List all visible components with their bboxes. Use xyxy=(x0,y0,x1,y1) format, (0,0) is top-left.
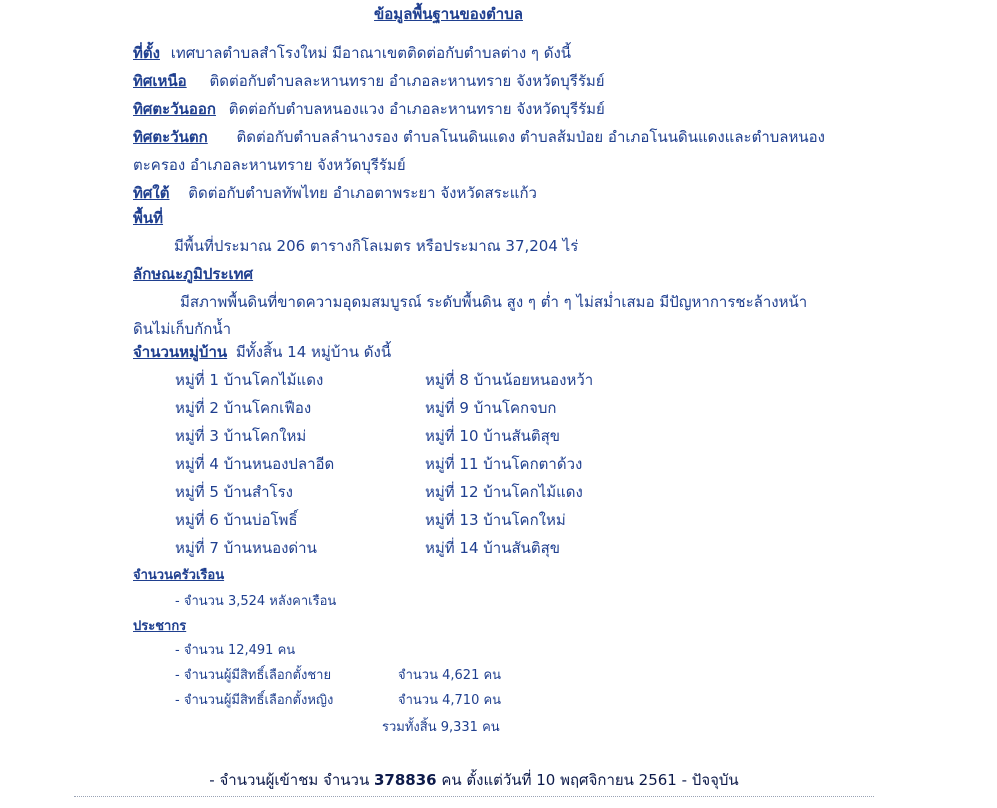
visitor-counter xyxy=(74,770,874,790)
male-voters-value: จำนวน 4,621 คน xyxy=(398,668,502,683)
village-item: หมู่ที่ 7 บ้านหนองด่าน xyxy=(175,539,317,557)
south-line xyxy=(133,183,537,203)
west-label: ทิศตะวันตก xyxy=(133,128,208,146)
visitor-counter-suffix: คน ตั้งแต่วันที่ 10 พฤศจิกายน 2561 - ปัจจุบัน xyxy=(436,771,739,789)
female-voters-label: - จำนวนผู้มีสิทธิ์เลือกตั้งหญิง xyxy=(175,693,334,708)
village-item: หมู่ที่ 9 บ้านโคกจบก xyxy=(425,399,557,417)
village-item: หมู่ที่ 5 บ้านสำโรง xyxy=(175,483,293,501)
west-line xyxy=(133,127,825,147)
male-voters-label: - จำนวนผู้มีสิทธิ์เลือกตั้งชาย xyxy=(175,668,332,683)
north-label: ทิศเหนือ xyxy=(133,72,187,90)
north-line xyxy=(133,71,605,91)
population-total: - จำนวน 12,491 คน xyxy=(175,643,296,658)
visitor-counter-prefix: - จำนวนผู้เข้าชม จำนวน xyxy=(209,771,374,789)
west-text-continued: ตะครอง อำเภอละหานทราย จังหวัดบุรีรัมย์ xyxy=(133,156,406,174)
village-item: หมู่ที่ 1 บ้านโคกไม้แดง xyxy=(175,371,324,389)
location-label: ที่ตั้ง xyxy=(133,44,160,62)
village-item: หมู่ที่ 2 บ้านโคกเฟือง xyxy=(175,399,312,417)
villages-text: มีทั้งสิ้น 14 หมู่บ้าน ดังนี้ xyxy=(235,343,392,361)
east-text: ติดต่อกับตำบลหนองแวง อำเภอละหานทราย จังหวัดบุรีรัมย์ xyxy=(228,100,605,118)
village-item: หมู่ที่ 10 บ้านสันติสุข xyxy=(425,427,561,445)
village-item: หมู่ที่ 3 บ้านโคกใหม่ xyxy=(175,427,307,445)
population-label: ประชากร xyxy=(133,619,187,634)
location-text: เทศบาลตำบลสำโรงใหม่ มีอาณาเขตติดต่อกับตำบลต่าง ๆ ดังนี้ xyxy=(170,44,572,62)
visitor-count: 378836 xyxy=(373,771,437,789)
villages-line xyxy=(133,342,391,362)
location-line xyxy=(133,43,571,63)
east-label: ทิศตะวันออก xyxy=(133,100,216,118)
terrain-text: มีสภาพพื้นดินที่ขาดความอุดมสมบูรณ์ ระดับพื้นดิน สูง ๆ ต่ำ ๆ ไม่สม่ำเสมอ มีปัญหาการชะล้างหน้า xyxy=(180,293,808,311)
village-item: หมู่ที่ 11 บ้านโคกตาด้วง xyxy=(425,455,583,473)
village-item: หมู่ที่ 12 บ้านโคกไม้แดง xyxy=(425,483,583,501)
east-line xyxy=(133,99,605,119)
terrain-text-continued: ดินไม่เก็บกักน้ำ xyxy=(133,320,231,338)
households-text: - จำนวน 3,524 หลังคาเรือน xyxy=(175,594,337,609)
west-text: ติดต่อกับตำบลลำนางรอง ตำบลโนนดินแดง ตำบลส้มป่อย อำเภอโนนดินแดงและตำบลหนอง xyxy=(236,128,825,146)
north-text: ติดต่อกับตำบลละหานทราย อำเภอละหานทราย จังหวัดบุรีรัมย์ xyxy=(209,72,605,90)
footer-divider xyxy=(74,796,874,797)
south-text: ติดต่อกับตำบลทัพไทย อำเภอตาพระยา จังหวัดสระแก้ว xyxy=(188,184,537,202)
villages-label: จำนวนหมู่บ้าน xyxy=(133,343,228,361)
area-text: มีพื้นที่ประมาณ 206 ตารางกิโลเมตร หรือประมาณ 37,204 ไร่ xyxy=(174,237,579,255)
page-title: ข้อมูลพื้นฐานของตำบล xyxy=(374,5,523,23)
village-item: หมู่ที่ 6 บ้านบ่อโพธิ์ xyxy=(175,511,298,529)
households-label: จำนวนครัวเรือน xyxy=(133,568,225,583)
area-label: พื้นที่ xyxy=(133,209,164,227)
voters-sum: รวมทั้งสิ้น 9,331 คน xyxy=(382,720,500,735)
female-voters-value: จำนวน 4,710 คน xyxy=(398,693,502,708)
village-item: หมู่ที่ 14 บ้านสันติสุข xyxy=(425,539,561,557)
village-item: หมู่ที่ 8 บ้านน้อยหนองหว้า xyxy=(425,371,594,389)
terrain-label: ลักษณะภูมิประเทศ xyxy=(133,265,254,283)
south-label: ทิศใต้ xyxy=(133,184,170,202)
village-item: หมู่ที่ 4 บ้านหนองปลาอีด xyxy=(175,455,335,473)
village-item: หมู่ที่ 13 บ้านโคกใหม่ xyxy=(425,511,566,529)
